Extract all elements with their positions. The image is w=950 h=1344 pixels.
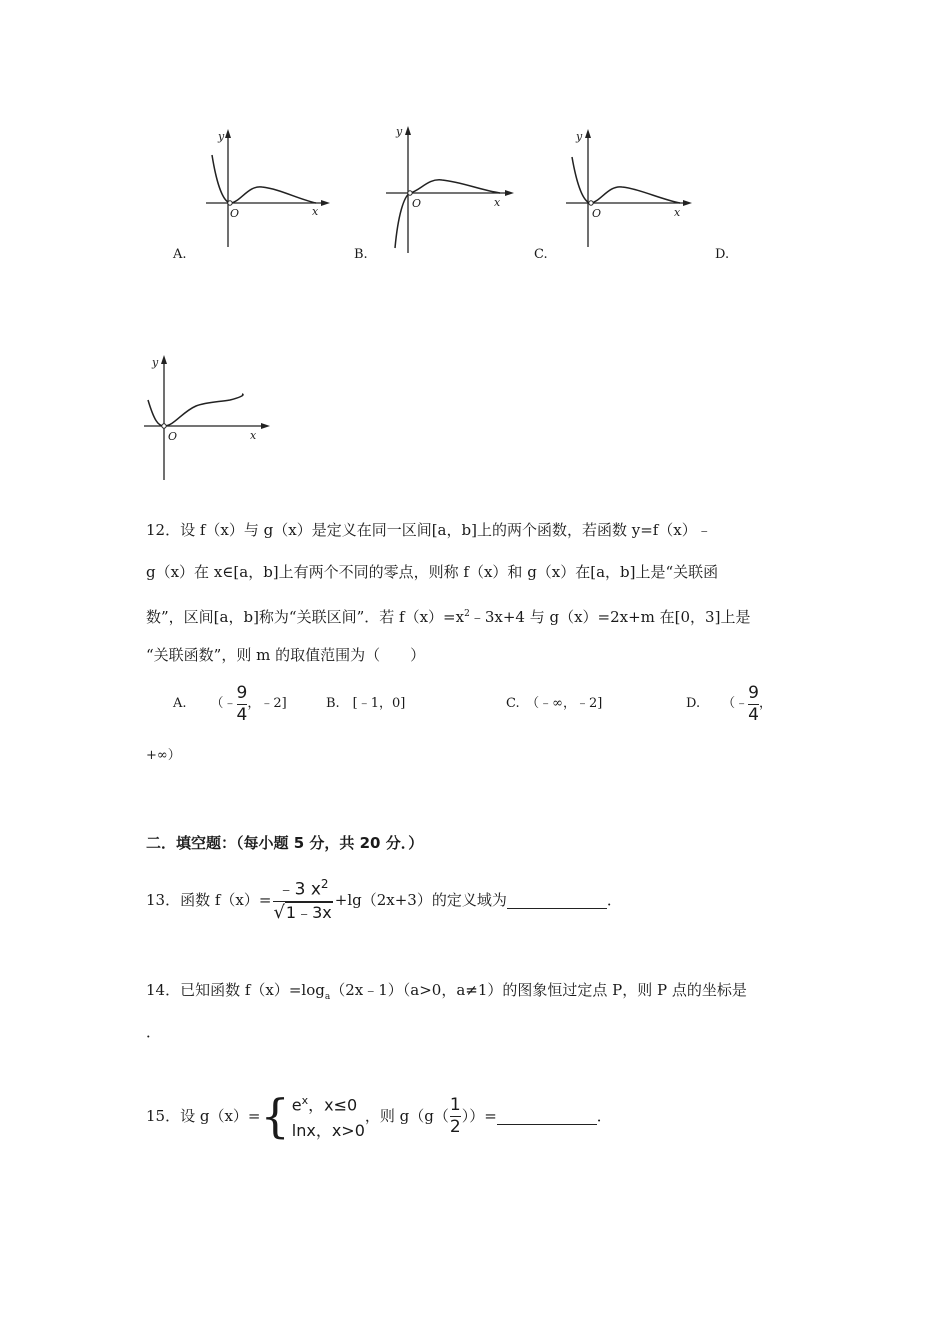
q13-answer-blank[interactable] (507, 892, 607, 909)
graph-d-origin-label: O (168, 430, 178, 443)
graph-a-y-label: y (218, 130, 225, 143)
graph-a-x-label: x (312, 205, 319, 218)
sqrt-icon: √ (273, 901, 285, 923)
section-2-heading: 二．填空题：（每小题 5 分，共 20 分．） (146, 834, 424, 852)
graph-c (560, 125, 695, 250)
graph-b (380, 120, 515, 255)
graph-option-d-label: D. (715, 247, 730, 262)
graph-d-x-label: x (250, 429, 257, 442)
q12-line-1: 12．设 f（x）与 g（x）是定义在同一区间[a，b]上的两个函数，若函数 y=f（x）﹣ (146, 521, 712, 539)
q12-option-d-fraction: $\frac{9}{4}$ (748, 682, 759, 725)
q12-option-a-fraction: $\frac{9}{4}$ (236, 682, 248, 725)
q12-option-b[interactable]: B. [﹣1，0] (326, 696, 406, 711)
q12-option-c[interactable]: C. （﹣∞，﹣2] (506, 696, 603, 711)
q13: 13．函数 f（x）= $\frac{﹣3 x^2}{√1﹣3x}$ +lg（2x+3）的定义域为 ． (146, 877, 622, 923)
graph-d (138, 350, 273, 482)
graph-c-y-label: y (576, 130, 583, 143)
q15-answer-blank[interactable] (497, 1108, 597, 1125)
graph-a-origin-label: O (230, 207, 240, 220)
q14-line-1: 14．已知函数 $f(x)=\log_a(2x﹣1)(a>0$，a≠1）的图象恒过定点 P，则 P 点的坐标是 (146, 981, 747, 1002)
graph-option-a-label: A. (173, 247, 187, 262)
graph-d-y-label: y (152, 356, 159, 369)
q13-fraction: $\frac{﹣3 x^2}{√1﹣3x}$ (273, 877, 332, 923)
q12-line-4: “关联函数”，则 m 的取值范围为（ ） (146, 646, 426, 664)
left-brace-icon: { (260, 1089, 290, 1143)
q12-option-d[interactable]: D. （﹣ $\frac{9}{4}$ ， (686, 682, 772, 725)
q15-piecewise: $e^x$，x≤0 lnx，x>0 (291, 1093, 365, 1141)
graph-option-c-label: C. (534, 247, 548, 262)
q15: 15．设 g（x）= { $e^x$，x≤0 lnx，x>0 ，则 g（g（ $\frac{1}{2}$ ））= ． (146, 1089, 612, 1143)
graph-b-origin-label: O (412, 197, 422, 210)
graph-b-x-label: x (494, 196, 501, 209)
graph-c-x-label: x (674, 206, 681, 219)
q14-line-2: ． (146, 1023, 162, 1041)
q15-fraction: $\frac{1}{2}$ (449, 1094, 461, 1137)
q12-option-d-continued: +∞） (146, 748, 181, 763)
q12-option-a[interactable]: A. （﹣ $\frac{9}{4}$ ，﹣2] (173, 682, 287, 725)
graph-option-b-label: B. (354, 247, 368, 262)
q12-line-2: g（x）在 x∈[a，b]上有两个不同的零点，则称 f（x）和 g（x）在[a，b]上是“关联函 (146, 563, 719, 581)
graph-b-y-label: y (396, 125, 403, 138)
graph-a (200, 125, 330, 250)
q12-line-3: 数”，区间[a，b]称为“关联区间”．若 $f(x)=x^2﹣3x+4$ 与 g（x）=2x+m 在[0，3]上是 (146, 608, 751, 626)
graph-c-origin-label: O (592, 207, 602, 220)
